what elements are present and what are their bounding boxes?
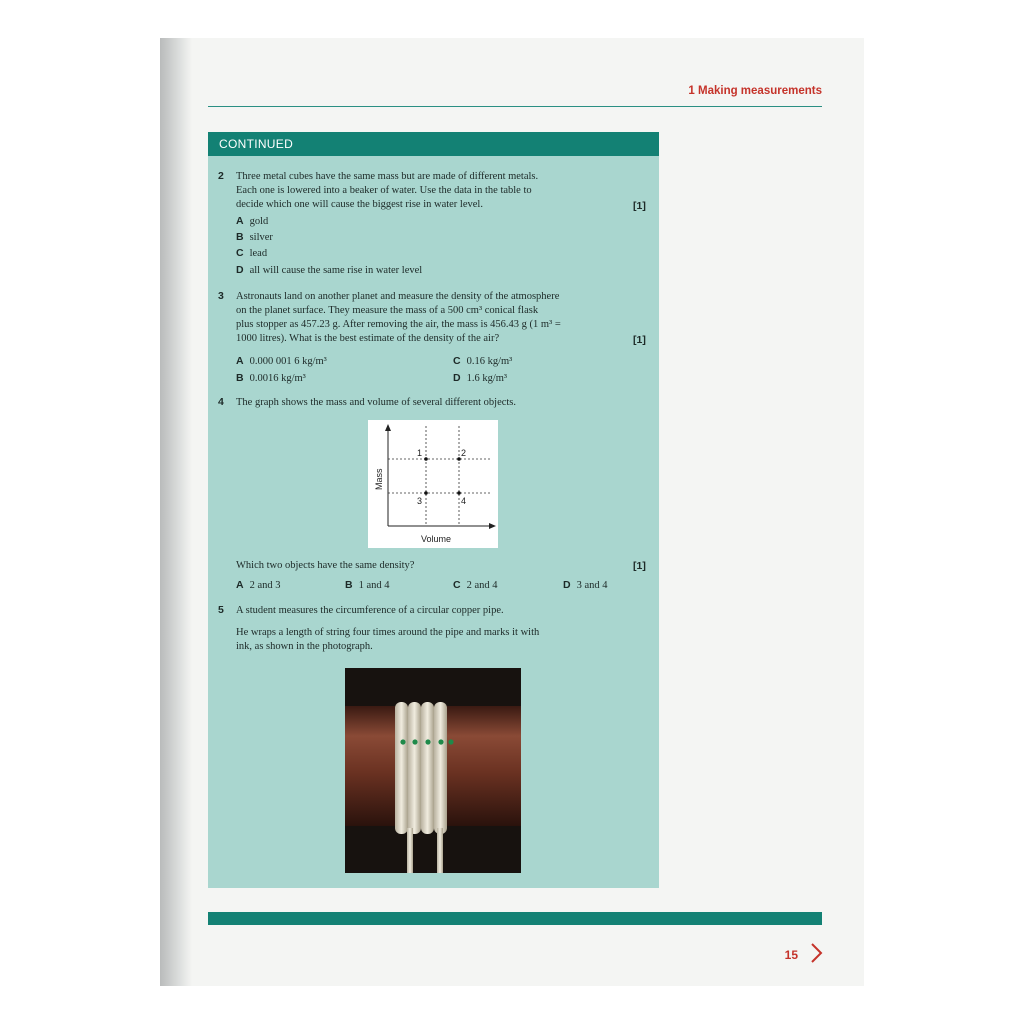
question-text-line: Astronauts land on another planet and measure the density of the atmosphere bbox=[236, 291, 560, 302]
question-number: 5 bbox=[218, 604, 224, 616]
marks-label: [1] bbox=[633, 200, 646, 212]
x-axis-label: Volume bbox=[421, 534, 452, 544]
question-text-line: ink, as shown in the photograph. bbox=[236, 641, 373, 652]
option-letter: C bbox=[236, 247, 244, 259]
option-letter: B bbox=[236, 231, 244, 243]
question-text-line: on the planet surface. They measure the mass of a 500 cm³ conical flask bbox=[236, 305, 539, 316]
answer-option bbox=[236, 230, 273, 245]
question-text-line: Three metal cubes have the same mass but are made of different metals. bbox=[236, 171, 539, 182]
option-letter: D bbox=[236, 264, 244, 276]
question-text-line: 1000 litres). What is the best estimate of the density of the air? bbox=[236, 333, 500, 344]
option-letter: D bbox=[563, 579, 571, 591]
marks-label: [1] bbox=[633, 560, 646, 572]
question-text-line: decide which one will cause the biggest rise in water level. bbox=[236, 199, 483, 210]
point-label: 2 bbox=[461, 448, 467, 458]
question-number: 4 bbox=[218, 396, 224, 408]
question-text-line: plus stopper as 457.23 g. After removing the air, the mass is 456.43 g (1 m³ = bbox=[236, 319, 561, 330]
question-text-line: Each one is lowered into a beaker of water. Use the data in the table to bbox=[236, 185, 532, 196]
answer-option bbox=[236, 354, 327, 369]
option-text: silver bbox=[249, 232, 273, 243]
option-letter: D bbox=[453, 372, 461, 384]
answer-option bbox=[453, 371, 507, 386]
option-text: 0.0016 kg/m³ bbox=[249, 373, 306, 384]
option-text: 3 and 4 bbox=[576, 580, 608, 591]
question-text-line: Which two objects have the same density? bbox=[236, 560, 415, 571]
answer-option bbox=[563, 578, 608, 593]
data-point bbox=[424, 457, 428, 461]
answer-option bbox=[236, 578, 281, 593]
answer-option bbox=[236, 214, 268, 229]
option-text: 1 and 4 bbox=[358, 580, 390, 591]
point-label: 4 bbox=[461, 496, 467, 506]
point-label: 1 bbox=[417, 448, 423, 458]
question-number: 2 bbox=[218, 170, 224, 182]
option-text: 2 and 4 bbox=[466, 580, 498, 591]
option-letter: A bbox=[236, 579, 244, 591]
x-axis-arrow bbox=[489, 523, 496, 529]
data-point bbox=[457, 491, 461, 495]
y-axis-arrow bbox=[385, 424, 391, 431]
chapter-header: 1 Making measurements bbox=[688, 85, 822, 97]
option-letter: B bbox=[345, 579, 353, 591]
option-text: 1.6 kg/m³ bbox=[466, 373, 508, 384]
option-letter: C bbox=[453, 355, 461, 367]
answer-option bbox=[236, 263, 422, 278]
option-letter: B bbox=[236, 372, 244, 384]
option-text: all will cause the same rise in water level bbox=[249, 265, 423, 276]
option-letter: A bbox=[236, 215, 244, 227]
option-text: lead bbox=[249, 248, 268, 259]
question-text-line: The graph shows the mass and volume of several different objects. bbox=[236, 397, 517, 408]
pipe-string-photo bbox=[345, 668, 521, 873]
option-text: gold bbox=[249, 216, 269, 227]
answer-option bbox=[453, 354, 512, 369]
question-number: 3 bbox=[218, 290, 224, 302]
question-text-line: A student measures the circumference of a circular copper pipe. bbox=[236, 605, 504, 616]
answer-option bbox=[236, 371, 306, 386]
graph-svg bbox=[368, 420, 498, 548]
photo-svg bbox=[345, 668, 521, 873]
answer-option bbox=[453, 578, 498, 593]
option-text: 2 and 3 bbox=[249, 580, 281, 591]
option-letter: A bbox=[236, 355, 244, 367]
page-number: 15 bbox=[784, 948, 798, 962]
chevron-right-icon[interactable] bbox=[808, 942, 824, 964]
box-title: CONTINUED bbox=[208, 132, 659, 156]
answer-option bbox=[236, 246, 267, 261]
marks-label: [1] bbox=[633, 334, 646, 346]
point-label: 3 bbox=[417, 496, 423, 506]
data-point bbox=[424, 491, 428, 495]
question-text-line: He wraps a length of string four times around the pipe and marks it with bbox=[236, 627, 540, 638]
option-letter: C bbox=[453, 579, 461, 591]
y-axis-label: Mass bbox=[374, 468, 384, 490]
page-spine-shadow bbox=[160, 38, 192, 986]
footer-bar bbox=[208, 912, 822, 925]
answer-option bbox=[345, 578, 390, 593]
header-rule bbox=[208, 106, 822, 107]
option-text: 0.16 kg/m³ bbox=[466, 356, 513, 367]
option-text: 0.000 001 6 kg/m³ bbox=[249, 356, 327, 367]
mass-volume-graph bbox=[368, 420, 498, 548]
